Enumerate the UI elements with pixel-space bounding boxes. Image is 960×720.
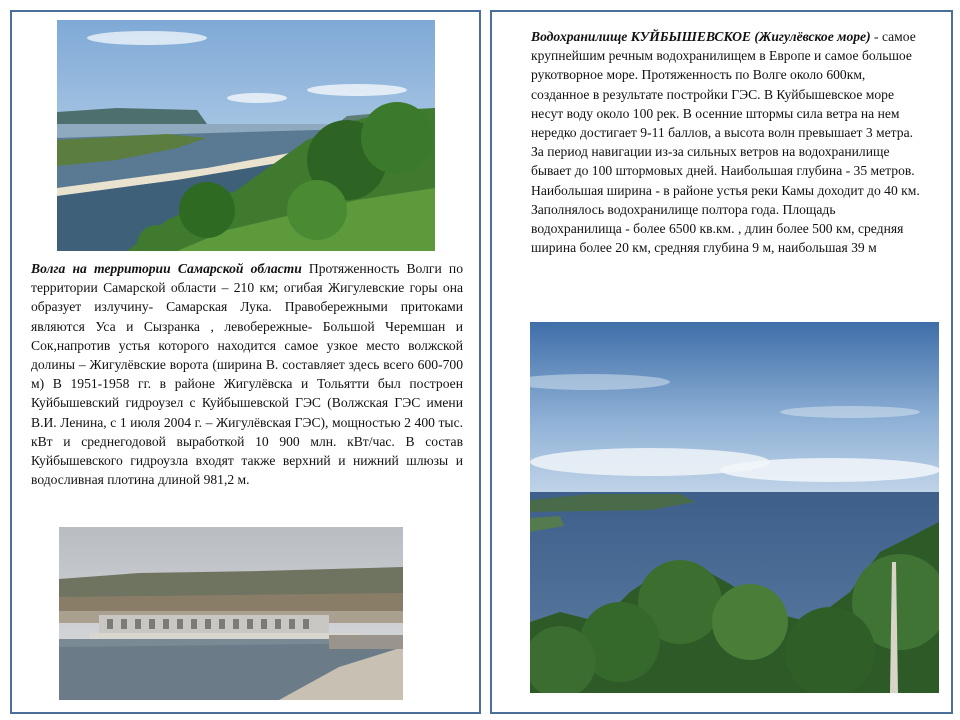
volga-samara-photo [57,20,435,251]
left-heading: Волга на территории Самарской области [31,261,302,276]
right-description [531,27,927,257]
zhiguli-sea-photo [530,322,939,693]
hydropower-dam-photo [59,527,403,700]
right-heading: Водохранилище КУЙБЫШЕВСКОЕ (Жигулёвское море) [531,29,871,44]
right-body: - самое крупнейшим речным водохранилищем в Европе и самое большое рукотворное море. Протяженность по Волге около 600км, созданное в результате постройки ГЭС. В Куйбышевское море несут воду около 100 рек. В осенние штормы сила ветра на нем нередко достигает 9-11 баллов, а высота волн превышает 3 метра. За период навигации из-за сильных ветров на водохранилище бывает до 100 штормовых дней. Наибольшая глубина - 35 метров. Наибольшая ширина - в районе устья реки Камы доходит до 40 км. Заполнялось водохранилище полтора года. Площадь водохранилища - более 6500 кв.км. , длин более 500 км, средняя ширина более 20 км, средняя глубина 9 м, наибольшая 39 м [531,29,920,256]
left-body: Протяженность Волги по территории Самарской области – 210 км; огибая Жигулевские горы она образует излучину- Самарская Лука. Правобережными притоками являются Уса и Сызранка , левобережные- Большой Черемшан и Сок,напротив устья которого находится самое узкое место волжской долины – Жигулёвские ворота (ширина В. составляет здесь всего 600-700 м) В 1951-1958 гг. в районе Жигулёвска и Тольятти был построен Куйбышевский гидроузел с Куйбышевской ГЭС (Волжская ГЭС имени В.И. Ленина, с 1 июля 2004 г. – Жигулёвская ГЭС), мощностью 2 400 тыс. кВт и среднегодовой выработкой 10 900 млн. кВт/час. В состав Куйбышевского гидроузла входят также верхний и нижний шлюзы и водосливная плотина длиной 981,2 м. [31,261,463,488]
left-description [31,259,463,489]
